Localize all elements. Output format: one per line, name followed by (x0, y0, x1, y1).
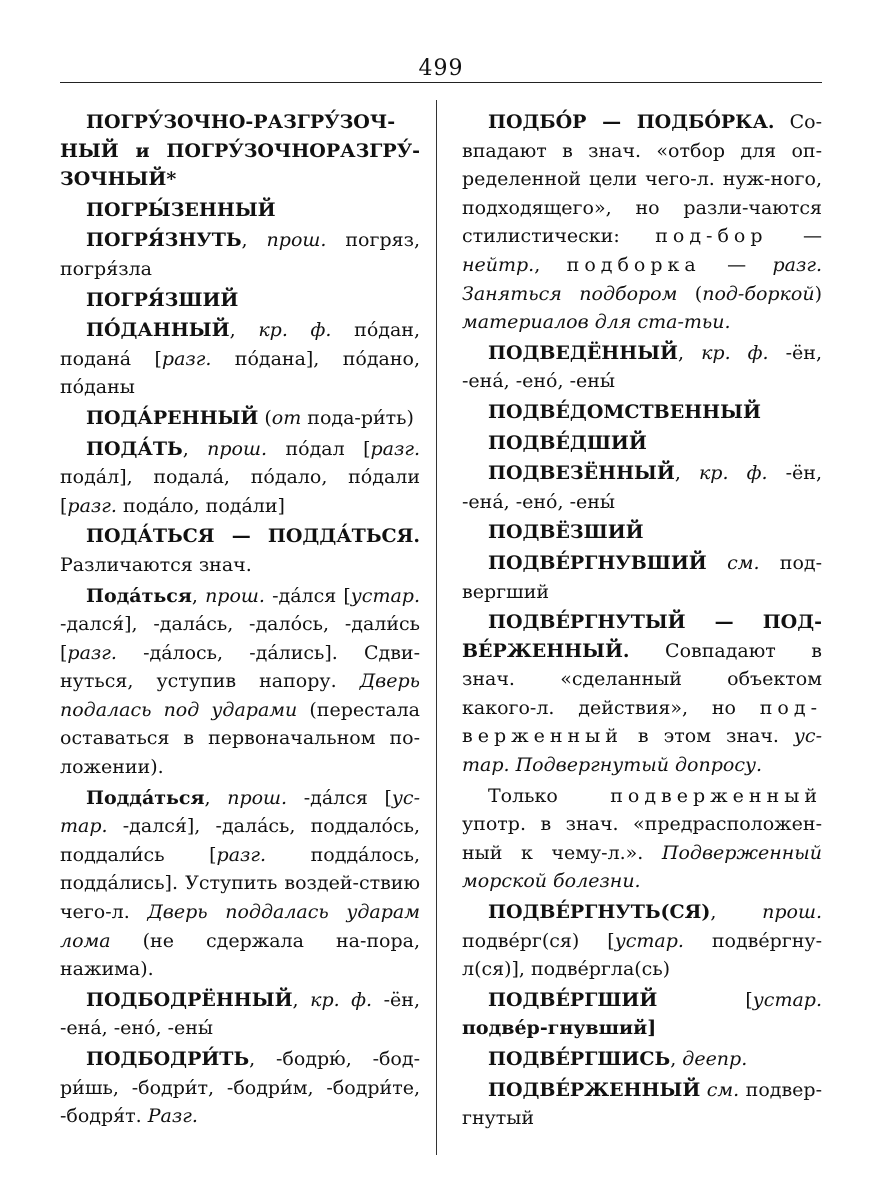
dictionary-entry (60, 196, 420, 225)
entry-text: -дался́], -дала́сь, поддало́сь, поддали́сь [ (60, 815, 420, 866)
entry-text: , (204, 786, 228, 809)
entry-text: пода-ри́ть) (301, 406, 414, 429)
entry-text: -ён, -ена́, -ено́, -ены́ (462, 341, 822, 393)
entry-text: , (678, 341, 702, 364)
italic-label: прош. (207, 437, 268, 460)
headword: ПОДА́РЕННЫЙ (86, 406, 259, 429)
italic-label: кр. ф. (258, 319, 332, 342)
italic-label: от (271, 406, 302, 429)
entry-text: Только (488, 784, 611, 807)
headword: ПОДВЕ́ДОМСТВЕННЫЙ (488, 400, 761, 423)
italic-label: Дверь поддалась ударам лома (60, 901, 420, 952)
italic-label: под-боркой (702, 282, 815, 305)
italic-label: кр. ф. (310, 988, 373, 1011)
dictionary-entry (462, 986, 822, 1043)
headword: ПО́ДАННЫЙ (86, 319, 230, 342)
headword: ПОДБО́Р — ПОДБО́РКА. (488, 111, 775, 133)
italic-label: устар. (752, 988, 822, 1011)
italic-label: нейтр. (462, 253, 535, 276)
italic-label: прош. (227, 786, 288, 809)
dictionary-entry (462, 1045, 822, 1074)
entry-text: подвер-гнутый (462, 1078, 822, 1130)
italic-label: материалов для ста-тьи. (462, 311, 731, 334)
italic-label: прош. (762, 901, 822, 924)
entry-text: пода́л], подала́, по́дало, по́дали [ (60, 466, 420, 517)
entry-text: , (674, 462, 699, 485)
entry-text: ( (677, 282, 703, 305)
headword: ПОДВЁЗШИЙ (488, 521, 644, 544)
entry-text: под-вергший (462, 551, 823, 603)
entry-text: , (670, 1048, 683, 1070)
headword: ПОДВЕ́РГНУТЫЙ — ПОД-ВЕ́РЖЕННЫЙ. (462, 611, 822, 662)
italic-label: разг. (216, 843, 267, 866)
entry-text: употр. в знач. «предрасположен-ный к чему-л.». (462, 813, 822, 864)
entry-text: — (700, 253, 773, 276)
headword: ПОДВЕ́РГШИСЬ (488, 1048, 671, 1070)
dictionary-entry (462, 108, 822, 337)
headword: ПОДВЕ́ДШИЙ (488, 431, 647, 454)
headword: ПОГРУ́ЗОЧНО-РАЗГРУ́ЗОЧ-НЫЙ и ПОГРУ́ЗОЧНОРАЗГРУ́-ЗОЧНЫЙ* (60, 111, 420, 191)
dictionary-entry (60, 226, 420, 283)
entry-text: , (191, 584, 206, 607)
header-rule (60, 82, 822, 83)
entry-text: по́дана], по́дано, по́даны (60, 347, 420, 399)
dictionary-entry (462, 898, 822, 984)
entry-text: пода́ло, пода́ли] (116, 494, 285, 517)
entry-text: ( (258, 406, 272, 429)
italic-label: ус-тар. Подвергнутый допросу. (462, 725, 822, 777)
dictionary-entry (60, 784, 420, 984)
entry-text: — (767, 225, 823, 248)
dictionary-entry (60, 522, 420, 579)
headword: подве́р-гнувший] (462, 1017, 657, 1040)
italic-label: разг. (370, 437, 420, 460)
entry-text: Различаются знач. (60, 553, 252, 576)
italic-label: ус-тар. (60, 786, 420, 838)
italic-label: деепр. (682, 1048, 748, 1070)
italic-label: устар. (350, 584, 420, 607)
dictionary-entry (60, 404, 420, 433)
dictionary-entry (462, 549, 822, 606)
dictionary-entry (462, 398, 822, 427)
headword: ПОГРЯ́ЗНУТЬ (86, 229, 242, 252)
headword: Подда́ться (86, 786, 205, 809)
dictionary-entry (462, 608, 822, 780)
italic-label: Дверь подалась под ударами (60, 670, 420, 721)
headword: ПОДВЕ́РЖЕННЫЙ (488, 1078, 701, 1101)
left-column (60, 108, 420, 1133)
dictionary-entry (462, 782, 822, 896)
entry-text: , (710, 901, 763, 924)
column-divider (436, 100, 437, 1155)
italic-label: разг. (67, 641, 117, 664)
entry-text: Совпадают в знач. «сделанный объектом какого-л. действия», но (462, 639, 822, 719)
italic-label: кр. ф. (701, 341, 769, 364)
headword: ПОДВЕ́РГШИЙ (488, 988, 658, 1011)
entry-text: -да́лось, -да́лись]. Сдви-нуться, уступив напору. (60, 641, 420, 693)
headword: ПОГРЯ́ЗШИЙ (86, 288, 239, 311)
italic-label: см. (706, 1078, 740, 1101)
italic-label: разг. Заняться подбором (462, 253, 822, 305)
dictionary-entry (60, 316, 420, 402)
dictionary-entry (462, 1076, 822, 1133)
dictionary-entry (462, 459, 822, 516)
italic-label: разг. (67, 494, 117, 517)
italic-label: прош. (205, 584, 265, 607)
dictionary-entry (60, 1045, 420, 1131)
italic-label: прош. (266, 229, 327, 252)
spaced-term: под-бор (655, 225, 768, 248)
italic-label: см. (727, 551, 760, 574)
italic-label: разг. (161, 347, 212, 370)
entry-text: -да́лся [ (264, 584, 351, 607)
italic-label: Разг. (147, 1105, 198, 1128)
headword: ПОГРЫ́ЗЕННЫЙ (86, 198, 276, 221)
entry-text: в этом знач. (622, 725, 794, 748)
entry-text: погряз, погря́зла (60, 229, 420, 280)
entry-text: подда́лось, подда́лись]. Уступить воздей-ствию чего-л. (60, 843, 420, 924)
entry-text: по́дал [ (267, 437, 371, 460)
headword: ПОДВЕ́РГНУВШИЙ (488, 551, 707, 574)
dictionary-entry (60, 286, 420, 315)
dictionary-entry (60, 986, 420, 1043)
dictionary-entry (462, 429, 822, 458)
headword: ПОДБОДРЁННЫЙ (86, 988, 293, 1011)
headword: ПОДА́ТЬСЯ — ПОДДА́ТЬСЯ. (86, 525, 420, 548)
italic-label: кр. ф. (698, 462, 768, 485)
entry-text: -дался́], -дала́сь, -дало́сь, -дали́сь [ (60, 613, 420, 664)
entry-text: [ (657, 988, 753, 1011)
entry-text: -да́лся [ (287, 786, 392, 809)
italic-label: Подверженный морской болезни. (462, 841, 822, 893)
entry-text: , (182, 437, 208, 460)
entry-text: Со-впадают в знач. «отбор для оп-ределенной цели чего-л. нуж-ного, подходящего», но разли-чаются стилистически: (462, 111, 822, 248)
page-number: 499 (418, 56, 464, 81)
entry-text: подве́ргну-л(ся)], подве́ргла(сь) (462, 929, 822, 981)
entry-text: , -бодрю́, -бод-ри́шь, -бодри́т, -бодри́м, -бодри́те, -бодря́т. (60, 1048, 420, 1128)
dictionary-entry (60, 108, 420, 194)
entry-text: , (534, 253, 567, 276)
entry-text: -ён, -ена́, -ено́, -ены́ (60, 988, 420, 1040)
entry-text: , (292, 988, 311, 1011)
entry-text: подве́рг(ся) [ (462, 929, 615, 952)
headword: Пода́ться (86, 584, 192, 607)
italic-label: устар. (614, 929, 684, 952)
spaced-term: подверженный (610, 784, 822, 807)
headword: ПОДВЕЗЁННЫЙ (488, 462, 675, 485)
spaced-term: подборка (566, 253, 701, 276)
dictionary-entry (462, 339, 822, 396)
headword: ПОДВЕ́РГНУТЬ(СЯ) (488, 901, 711, 924)
headword: ПОДА́ТЬ (86, 437, 183, 460)
entry-text (707, 552, 727, 574)
entry-text: , (241, 229, 267, 252)
headword: ПОДВЕДЁННЫЙ (488, 341, 678, 364)
dictionary-entry (60, 435, 420, 521)
entry-text: по́дан, подана́ [ (60, 319, 420, 370)
spaced-term: под-верженный (462, 696, 822, 748)
entry-text: -ён, -ена́, -ено́, -ены́ (462, 462, 822, 513)
headword: ПОДБОДРИ́ТЬ (86, 1048, 250, 1070)
dictionary-entry (60, 582, 420, 782)
entry-text: ) (814, 282, 822, 305)
entry-text: , (229, 319, 259, 342)
right-column (462, 108, 822, 1135)
dictionary-entry (462, 518, 822, 547)
entry-text: (не сдержала на-пора, нажима). (60, 929, 420, 981)
entry-text: (перестала оставаться в первоначальном по-ложении). (60, 698, 420, 779)
